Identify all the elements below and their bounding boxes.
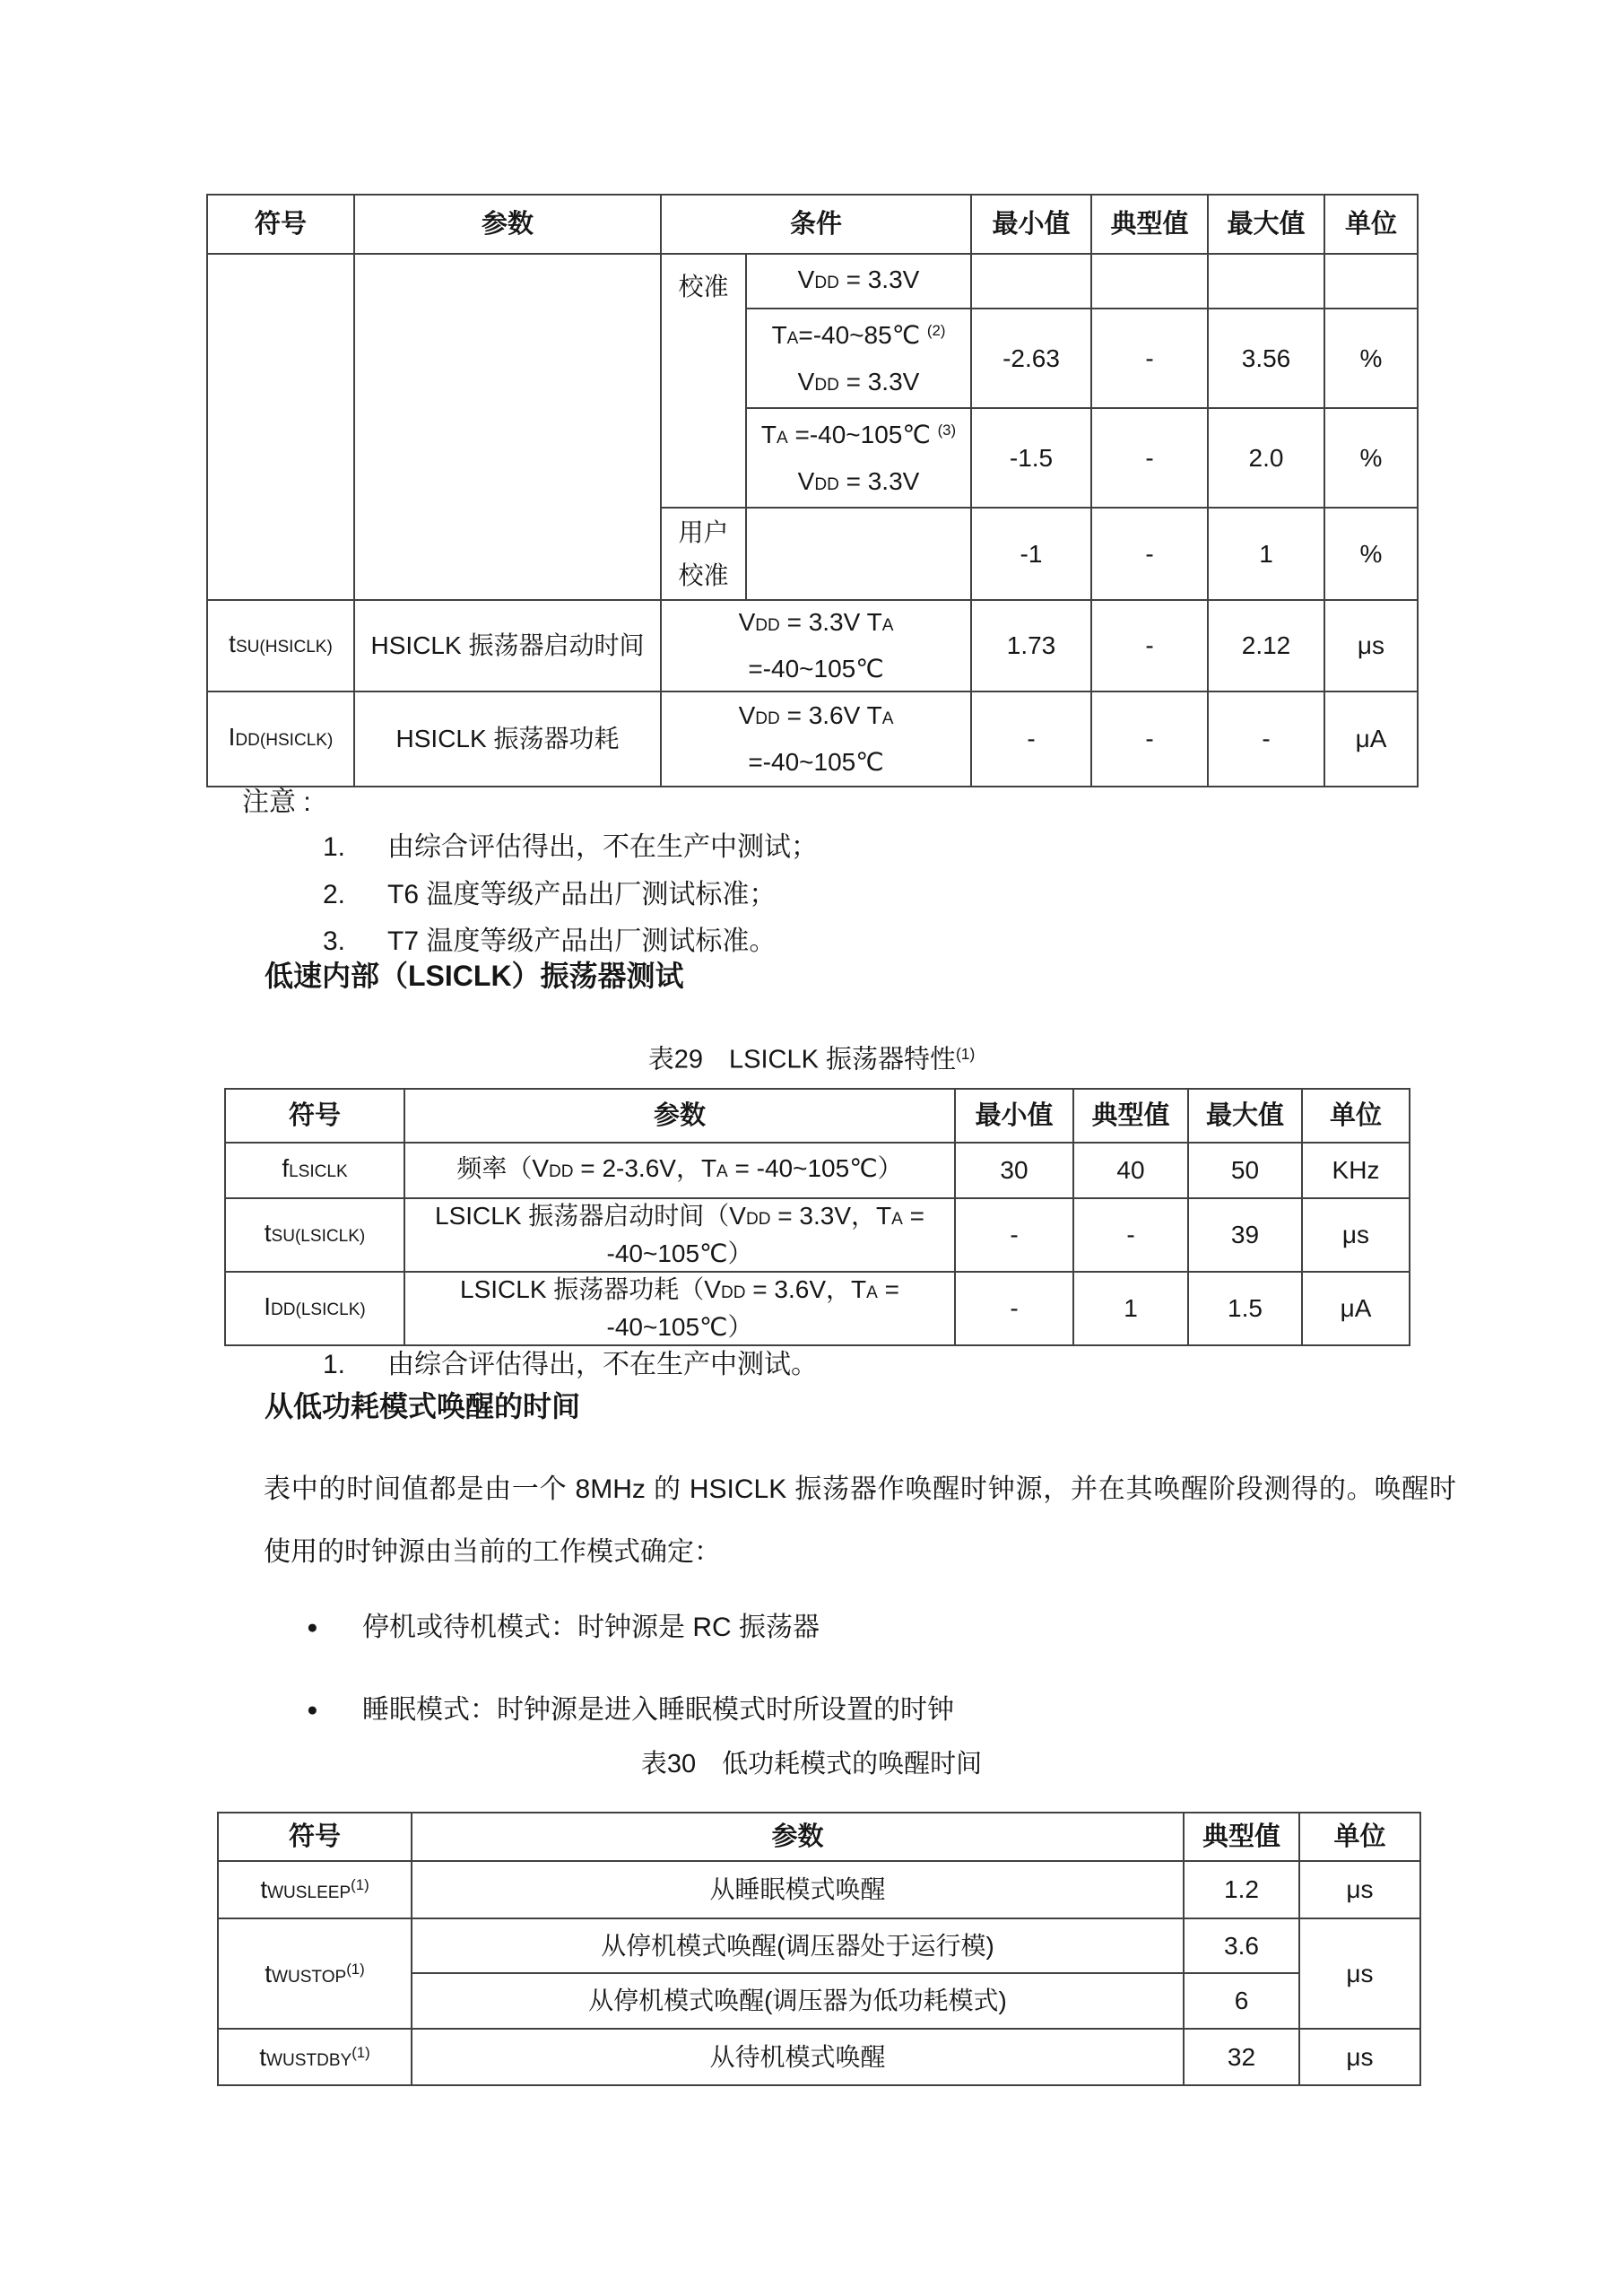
- symbol-cell-empty: [207, 254, 354, 600]
- header-min: 最小值: [971, 195, 1091, 254]
- table-row: [207, 600, 1418, 691]
- table-row: [218, 2029, 1420, 2085]
- typ-cell: 40: [1073, 1143, 1188, 1198]
- header-min: 最小值: [955, 1089, 1073, 1143]
- symbol-cell: tWUSLEEP$^{(1)}$: [218, 1861, 412, 1918]
- table-row: [225, 1272, 1410, 1345]
- typ-cell: -: [1091, 508, 1208, 600]
- min-cell: -2.63: [971, 309, 1091, 408]
- header-param: 参数: [412, 1813, 1184, 1861]
- max-cell: 50: [1188, 1143, 1302, 1198]
- max-cell: 39: [1188, 1198, 1302, 1272]
- header-max: 最大值: [1208, 195, 1324, 254]
- min-cell: -1: [971, 508, 1091, 600]
- condition-cell: VDD = 3.6V TA =-40~105℃: [661, 691, 971, 787]
- header-unit: 单位: [1299, 1813, 1420, 1861]
- table30-caption: 表30 低功耗模式的唤醒时间: [640, 1750, 983, 1779]
- unit-cell: μs: [1299, 1861, 1420, 1918]
- condition-cell: TA =-40~105℃ $^{(3)}$ VDD = 3.3V: [746, 408, 971, 508]
- header-condition: 条件: [661, 195, 971, 254]
- condition-cell: VDD = 3.3V TA =-40~105℃: [661, 600, 971, 691]
- header-symbol: 符号: [207, 195, 354, 254]
- max-cell: 1.5: [1188, 1272, 1302, 1345]
- symbol-cell: tWUSTOP$^{(1)}$: [218, 1918, 412, 2029]
- max-cell: 2.12: [1208, 600, 1324, 691]
- user-calibration-cell: 用户 校准: [661, 508, 746, 600]
- table-row: [218, 1861, 1420, 1918]
- note-number: 1.: [323, 832, 346, 862]
- header-typ: 典型值: [1184, 1813, 1299, 1861]
- hsiclk-table: [206, 194, 1419, 787]
- unit-cell: %: [1324, 508, 1418, 600]
- param-cell: 频率（VDD = 2-3.6V，TA = -40~105℃）: [404, 1143, 955, 1198]
- table-header-row: [225, 1089, 1410, 1143]
- note-item: [323, 831, 818, 865]
- unit-cell: KHz: [1302, 1143, 1410, 1198]
- min-cell: -: [955, 1272, 1073, 1345]
- param-cell: LSICLK 振荡器启动时间（VDD = 3.3V，TA = -40~105℃）: [404, 1198, 955, 1272]
- table29-note: [323, 1348, 818, 1382]
- symbol-cell: tSU(LSICLK): [225, 1198, 404, 1272]
- header-param: 参数: [354, 195, 661, 254]
- bullet-icon: ●: [307, 1700, 318, 1720]
- min-cell: -1.5: [971, 408, 1091, 508]
- header-symbol: 符号: [218, 1813, 412, 1861]
- param-cell: 从停机模式唤醒(调压器处于运行模): [412, 1918, 1184, 1973]
- note-number: 2.: [323, 880, 346, 909]
- condition-cell: [746, 508, 971, 600]
- header-param: 参数: [404, 1089, 955, 1143]
- param-cell: 从停机模式唤醒(调压器为低功耗模式): [412, 1973, 1184, 2029]
- wakeup-section-heading: 从低功耗模式唤醒的时间: [265, 1390, 581, 1422]
- note-number: 1.: [323, 1350, 346, 1379]
- header-unit: 单位: [1324, 195, 1418, 254]
- unit-cell: %: [1324, 309, 1418, 408]
- table-row: [225, 1198, 1410, 1272]
- header-symbol: 符号: [225, 1089, 404, 1143]
- min-cell: [971, 254, 1091, 309]
- typ-cell: -: [1091, 691, 1208, 787]
- typ-cell: -: [1073, 1198, 1188, 1272]
- condition-cell: VDD = 3.3V: [746, 254, 971, 309]
- unit-cell: μA: [1302, 1272, 1410, 1345]
- bullet-item: [307, 1693, 954, 1727]
- table-header-row: [218, 1813, 1420, 1861]
- note-item: [323, 878, 776, 912]
- unit-cell: [1324, 254, 1418, 309]
- typ-cell: 6: [1184, 1973, 1299, 2029]
- unit-cell: μs: [1299, 2029, 1420, 2085]
- header-max: 最大值: [1188, 1089, 1302, 1143]
- max-cell: 2.0: [1208, 408, 1324, 508]
- lsiclk-section-heading: 低速内部（LSICLK）振荡器测试: [265, 960, 684, 992]
- notes-label: 注意 :: [242, 787, 311, 817]
- note-number: 3.: [323, 926, 346, 956]
- max-cell: 3.56: [1208, 309, 1324, 408]
- symbol-cell: tWUSTDBY$^{(1)}$: [218, 2029, 412, 2085]
- header-typ: 典型值: [1091, 195, 1208, 254]
- symbol-cell: tSU(HSICLK): [207, 600, 354, 691]
- lsiclk-table: [224, 1088, 1410, 1346]
- typ-cell: 3.6: [1184, 1918, 1299, 1973]
- table29-caption: 表29 LSICLK 振荡器特性$^{(1)}$: [647, 1045, 976, 1074]
- typ-cell: [1091, 254, 1208, 309]
- param-cell: LSICLK 振荡器功耗（VDD = 3.6V，TA = -40~105℃）: [404, 1272, 955, 1345]
- table-row: [218, 1918, 1420, 1973]
- typ-cell: -: [1091, 600, 1208, 691]
- unit-cell: μs: [1302, 1198, 1410, 1272]
- unit-cell: %: [1324, 408, 1418, 508]
- table-header-row: [207, 195, 1418, 254]
- param-cell: HSICLK 振荡器功耗: [354, 691, 661, 787]
- note-text: 由综合评估得出，不在生产中测试。: [387, 1350, 818, 1379]
- min-cell: -: [955, 1198, 1073, 1272]
- bullet-item: [307, 1611, 820, 1645]
- wakeup-paragraph: 表中的时间值都是由一个 8MHz 的 HSICLK 振荡器作唤醒时钟源，并在其唤醒阶段测得的。唤醒时使用的时钟源由当前的工作模式确定：: [264, 1474, 1456, 1567]
- note-text: T6 温度等级产品出厂测试标准；: [387, 880, 777, 909]
- max-cell: 1: [1208, 508, 1324, 600]
- param-cell: 从待机模式唤醒: [412, 2029, 1184, 2085]
- min-cell: 30: [955, 1143, 1073, 1198]
- bullet-text: 停机或待机模式：时钟源是 RC 振荡器: [362, 1613, 820, 1642]
- unit-cell: μs: [1324, 600, 1418, 691]
- header-unit: 单位: [1302, 1089, 1410, 1143]
- note-text: T7 温度等级产品出厂测试标准。: [387, 926, 777, 956]
- param-cell: HSICLK 振荡器启动时间: [354, 600, 661, 691]
- unit-cell: μA: [1324, 691, 1418, 787]
- typ-cell: 1.2: [1184, 1861, 1299, 1918]
- bullet-text: 睡眠模式：时钟源是进入睡眠模式时所设置的时钟: [362, 1695, 954, 1725]
- calibration-cell: 校准: [661, 254, 746, 508]
- note-text: 由综合评估得出，不在生产中测试；: [387, 832, 818, 862]
- table-row: [207, 254, 1418, 309]
- param-cell: 从睡眠模式唤醒: [412, 1861, 1184, 1918]
- typ-cell: -: [1091, 309, 1208, 408]
- symbol-cell: IDD(LSICLK): [225, 1272, 404, 1345]
- typ-cell: 1: [1073, 1272, 1188, 1345]
- table-row: [225, 1143, 1410, 1198]
- typ-cell: -: [1091, 408, 1208, 508]
- min-cell: -: [971, 691, 1091, 787]
- header-typ: 典型值: [1073, 1089, 1188, 1143]
- note-item: [323, 925, 776, 959]
- symbol-cell: IDD(HSICLK): [207, 691, 354, 787]
- wakeup-table: [217, 1812, 1421, 2086]
- min-cell: 1.73: [971, 600, 1091, 691]
- typ-cell: 32: [1184, 2029, 1299, 2085]
- symbol-cell: fLSICLK: [225, 1143, 404, 1198]
- max-cell: -: [1208, 691, 1324, 787]
- bullet-icon: ●: [307, 1617, 318, 1638]
- unit-cell: μs: [1299, 1918, 1420, 2029]
- param-cell-empty: [354, 254, 661, 600]
- condition-cell: TA=-40~85℃ $^{(2)}$ VDD = 3.3V: [746, 309, 971, 408]
- max-cell: [1208, 254, 1324, 309]
- table-row: [207, 691, 1418, 787]
